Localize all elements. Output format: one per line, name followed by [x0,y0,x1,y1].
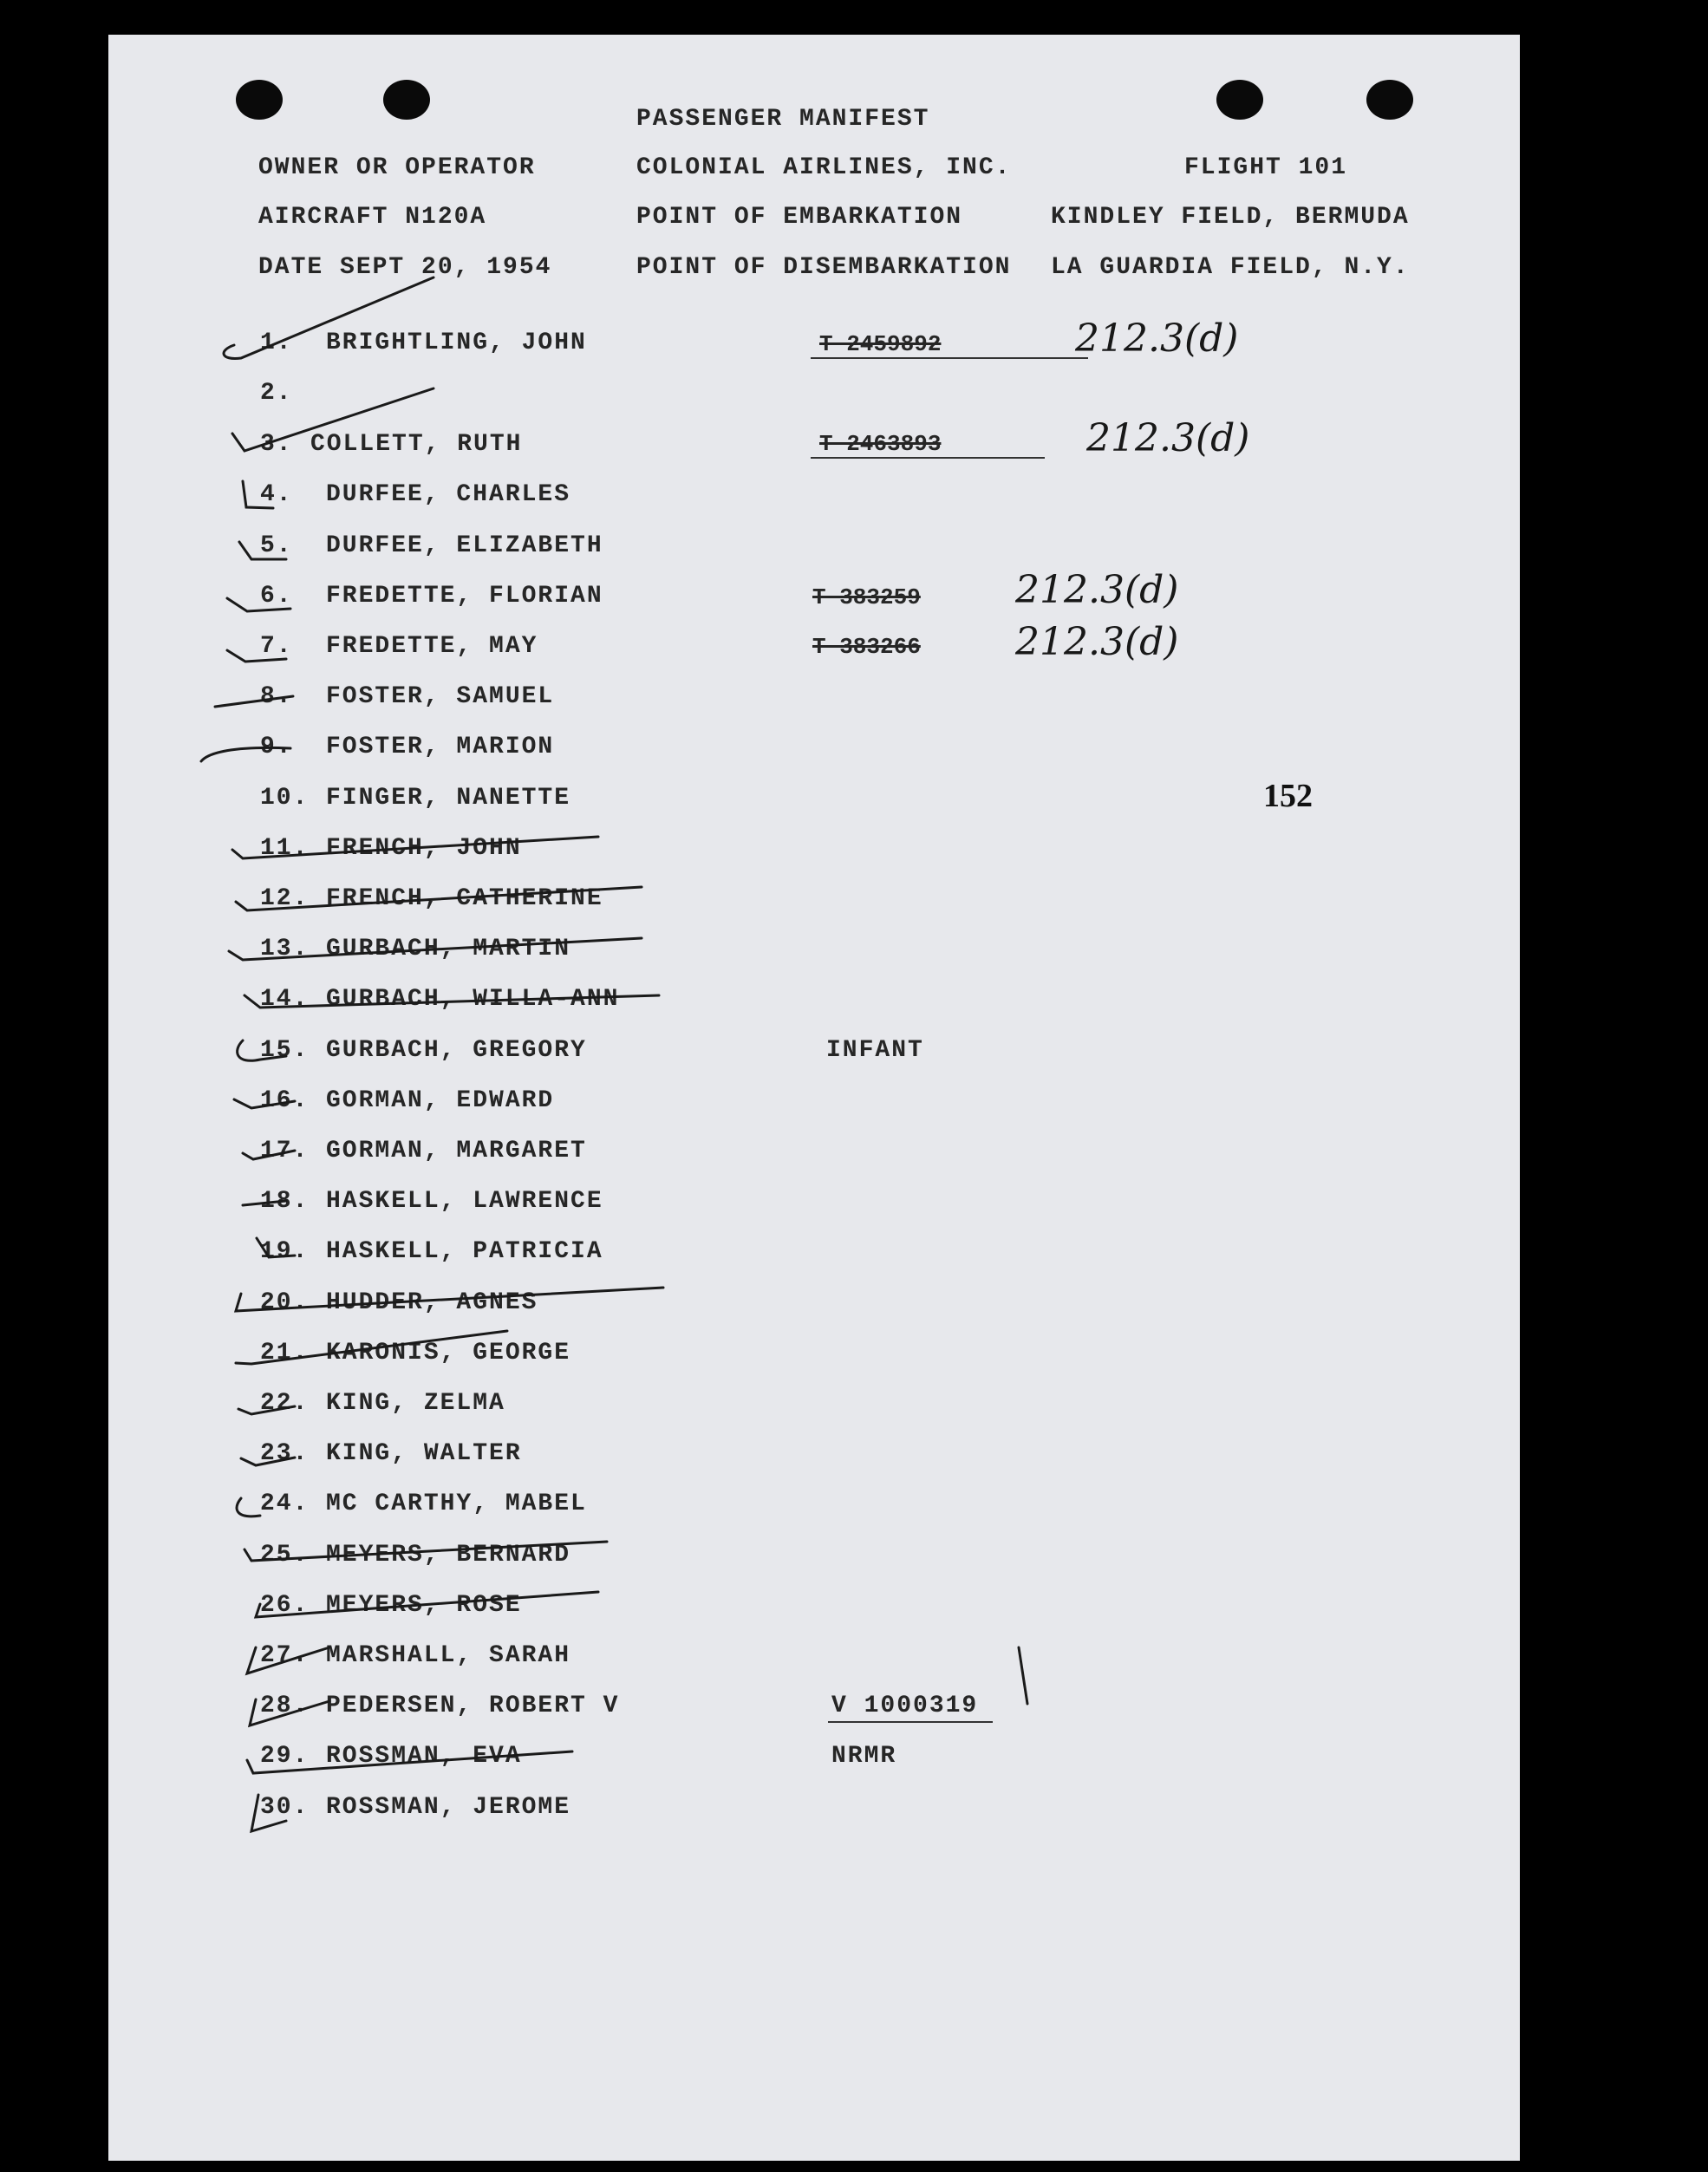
check-mark [256,1592,598,1617]
passenger-name: MEYERS, ROSE [326,1592,522,1619]
infant-note: INFANT [826,1037,924,1064]
passenger-name: MARSHALL, SARAH [326,1642,571,1669]
check-mark [234,1099,295,1108]
passenger-name: BRIGHTLING, JOHN [326,329,587,356]
passenger-name: MEYERS, BERNARD [326,1542,571,1569]
manifest-title: PASSENGER MANIFEST [636,106,930,133]
check-mark [250,1699,329,1725]
passenger-name: DURFEE, CHARLES [326,481,571,508]
embarkation-label: POINT OF EMBARKATION [636,204,963,231]
check-mark [241,1458,295,1465]
row-number: 9. [260,734,293,760]
passenger-name: FOSTER, MARION [326,734,555,760]
date: DATE SEPT 20, 1954 [258,254,552,281]
check-mark [247,1647,329,1673]
check-mark [229,938,642,960]
owner-label: OWNER OR OPERATOR [258,154,536,181]
check-mark [244,1542,607,1561]
passenger-name: FREDETTE, FLORIAN [326,583,603,610]
check-mark [243,1151,295,1159]
row-number: 18. [260,1188,310,1215]
check-mark [238,1040,286,1060]
check-mark [238,1406,295,1414]
passenger-name: MC CARTHY, MABEL [326,1490,587,1517]
check-mark [201,747,290,761]
check-mark [232,388,434,451]
row-number: 12. [260,885,310,912]
check-mark [236,887,642,910]
passenger-name: GURBACH, GREGORY [326,1037,587,1064]
embarkation-value: KINDLEY FIELD, BERMUDA [1051,204,1410,231]
row-number: 8. [260,683,293,710]
row-number: 30. [260,1794,310,1821]
check-mark [244,995,659,1008]
aircraft: AIRCRAFT N120A [258,204,487,231]
row-number: 28. [260,1693,310,1719]
passenger-name: GURBACH, WILLA-ANN [326,986,620,1013]
struck-ticket-number: T 383259 [812,584,921,610]
passenger-name: PEDERSEN, ROBERT V [326,1693,620,1719]
nrmr-note: NRMR [831,1743,897,1770]
row-number: 17. [260,1138,310,1164]
passenger-name: FRENCH, CATHERINE [326,885,603,912]
row-number: 4. [260,481,293,508]
row-number: 1. [260,329,293,356]
row-number: 26. [260,1592,310,1619]
row-number: 19. [260,1238,310,1265]
passenger-name: COLLETT, RUTH [310,431,523,458]
row-number: 21. [260,1340,310,1366]
handwritten-annotation: 212.3(d) [1015,620,1179,664]
passenger-name: FREDETTE, MAY [326,633,538,660]
passenger-name: KARONIS, GEORGE [326,1340,571,1366]
passenger-name: HASKELL, PATRICIA [326,1238,603,1265]
passenger-name: GURBACH, MARTIN [326,936,571,962]
passenger-name: KING, ZELMA [326,1390,505,1417]
passenger-name: HUDDER, AGNES [326,1289,538,1316]
check-mark [227,598,290,611]
row-number: 23. [260,1440,310,1467]
row-number: 6. [260,583,293,610]
passenger-name: FINGER, NANETTE [326,785,571,812]
row-number: 27. [260,1642,310,1669]
row-number: 22. [260,1390,310,1417]
row-number: 5. [260,532,293,559]
passenger-name: DURFEE, ELIZABETH [326,532,603,559]
passenger-name: KING, WALTER [326,1440,522,1467]
row-number: 25. [260,1542,310,1569]
check-mark [236,1331,507,1364]
row-number: 3. [260,431,293,458]
check-mark [1019,1647,1027,1704]
row-number: 14. [260,986,310,1013]
check-mark [243,481,273,508]
check-mark [227,650,286,662]
row-number: 13. [260,936,310,962]
passenger-name: FRENCH, JOHN [326,835,522,862]
check-mark [257,1238,295,1257]
row-number: 2. [260,380,293,407]
check-mark [236,1288,663,1311]
owner-value: COLONIAL AIRLINES, INC. [636,154,1012,181]
disembarkation-value: LA GUARDIA FIELD, N.Y. [1051,254,1410,281]
check-mark [239,542,286,559]
struck-ticket-number: T 2459892 [819,331,942,357]
row-number: 11. [260,835,310,862]
check-mark [215,696,293,707]
check-mark [251,1795,286,1831]
check-mark [237,1498,260,1516]
passenger-name: ROSSMAN, JEROME [326,1794,571,1821]
check-mark [247,1751,572,1773]
row-number: 7. [260,633,293,660]
passenger-name: GORMAN, EDWARD [326,1087,555,1114]
row-number: 20. [260,1289,310,1316]
row-number: 15. [260,1037,310,1064]
passenger-name: FOSTER, SAMUEL [326,683,555,710]
passenger-name: GORMAN, MARGARET [326,1138,587,1164]
row-number: 16. [260,1087,310,1114]
row-number: 29. [260,1743,310,1770]
passenger-name: ROSSMAN, EVA [326,1743,522,1770]
struck-ticket-number: T 2463893 [819,431,942,457]
check-mark [232,837,598,858]
handwritten-annotation: 212.3(d) [1075,316,1239,361]
struck-ticket-number: T 383266 [812,634,921,660]
check-mark [243,1201,286,1205]
check-mark [224,277,434,358]
page-number: 152 [1263,778,1313,814]
flight-number: FLIGHT 101 [1184,154,1348,181]
disembarkation-label: POINT OF DISEMBARKATION [636,254,1012,281]
handwritten-annotation: 212.3(d) [1015,568,1179,612]
visa-number: V 1000319 [831,1693,979,1719]
handwritten-annotation: 212.3(d) [1086,416,1250,460]
passenger-name: HASKELL, LAWRENCE [326,1188,603,1215]
row-number: 24. [260,1490,310,1517]
row-number: 10. [260,785,310,812]
